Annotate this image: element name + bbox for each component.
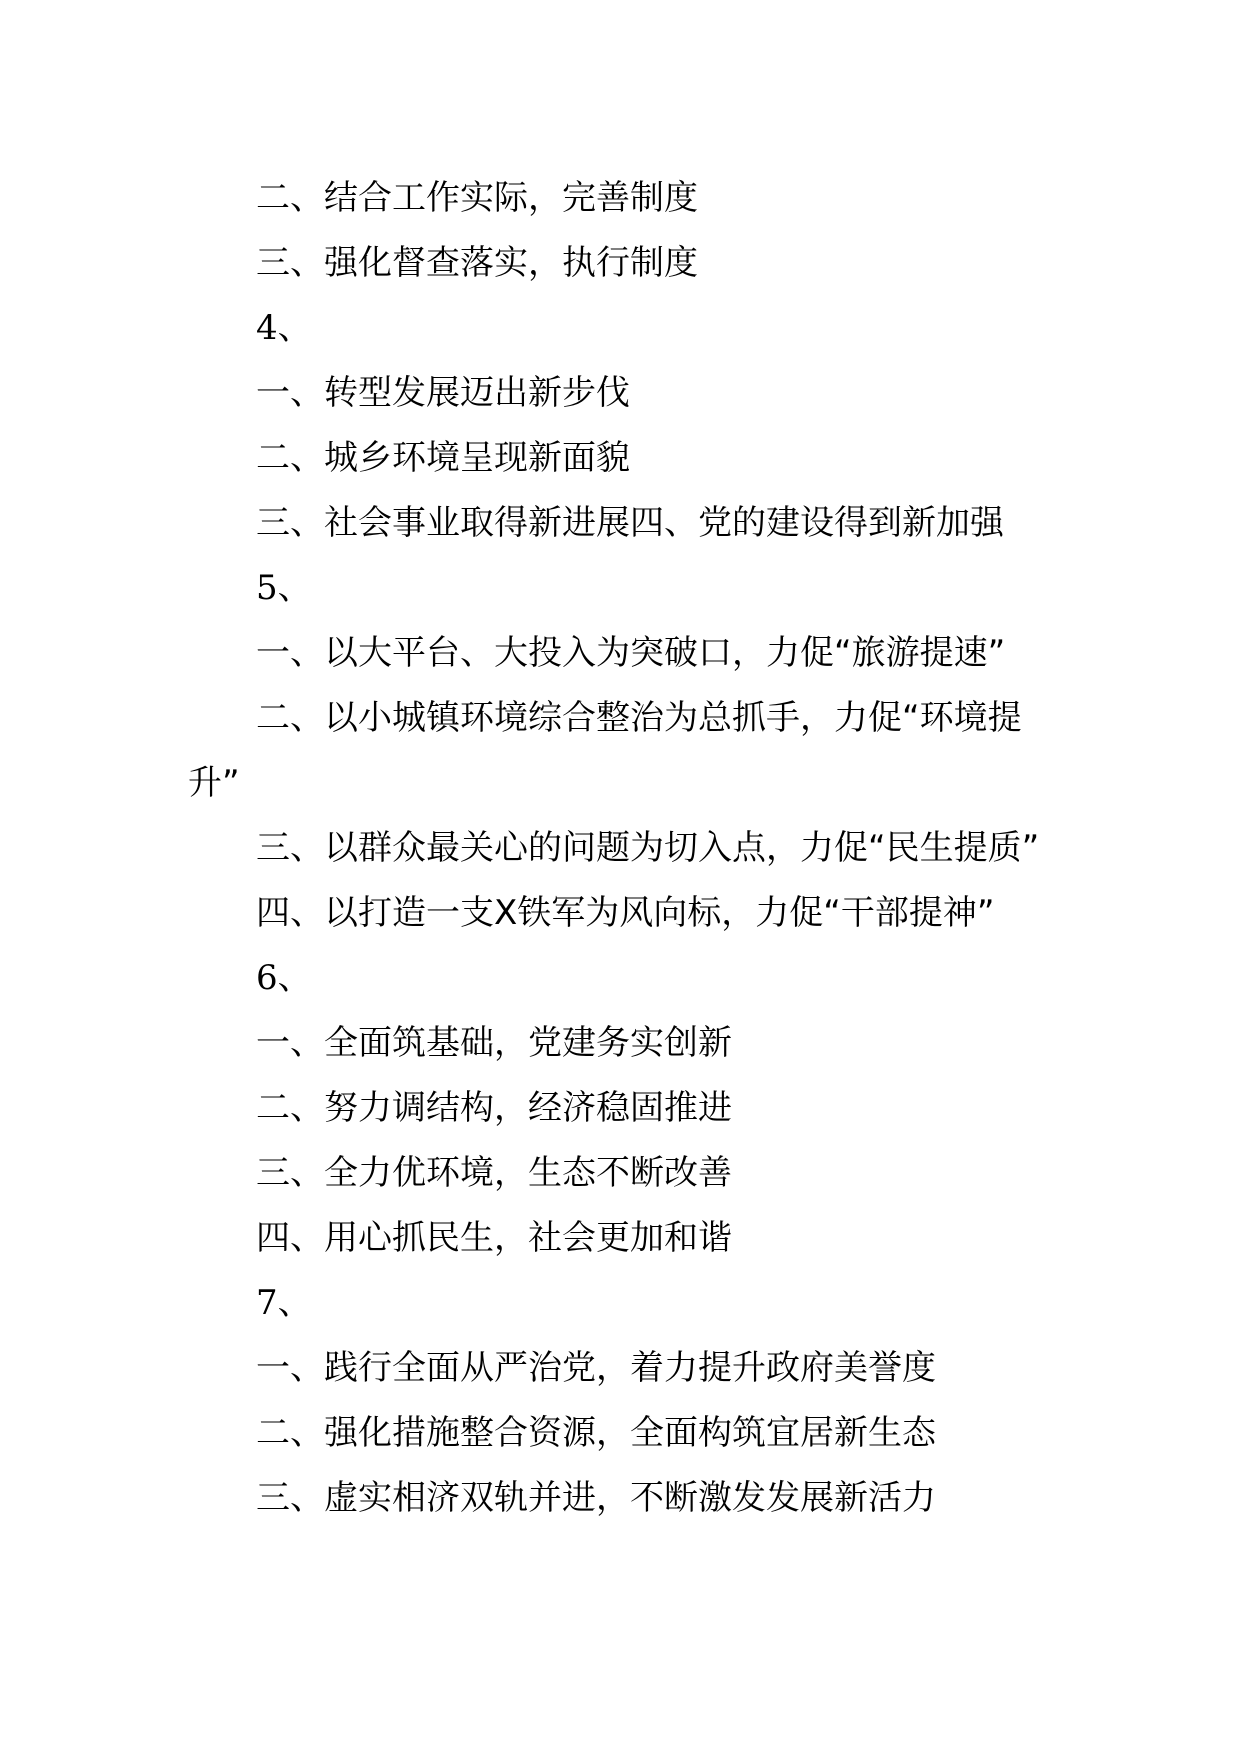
outline-item: 一、以大平台、大投入为突破口，力促“旅游提速”: [256, 633, 1006, 673]
outline-item: 一、全面筑基础，党建务实创新: [256, 1023, 732, 1063]
outline-item: 四、用心抓民生，社会更加和谐: [256, 1218, 732, 1258]
outline-item: 三、全力优环境，生态不断改善: [256, 1153, 732, 1193]
outline-item: 三、社会事业取得新进展四、党的建设得到新加强: [256, 503, 1004, 543]
outline-item: 二、努力调结构，经济稳固推进: [256, 1088, 732, 1128]
document-body: [188, 166, 1068, 1531]
section-number: 5、: [256, 568, 312, 608]
section-number: 6、: [256, 958, 312, 998]
outline-item: 三、虚实相济双轨并进，不断激发发展新活力: [256, 1478, 936, 1518]
outline-item: 二、城乡环境呈现新面貌: [256, 438, 630, 478]
outline-item: 一、践行全面从严治党，着力提升政府美誉度: [256, 1348, 936, 1388]
section-number: 7、: [256, 1283, 312, 1323]
outline-item: 三、以群众最关心的问题为切入点，力促“民生提质”: [256, 828, 1040, 868]
outline-item: 二、强化措施整合资源，全面构筑宜居新生态: [256, 1413, 936, 1453]
section-number: 4、: [256, 308, 312, 348]
outline-item: 三、强化督查落实，执行制度: [256, 243, 698, 283]
outline-item: 二、结合工作实际，完善制度: [256, 178, 698, 218]
outline-item: 四、以打造一支X铁军为风向标，力促“干部提神”: [256, 893, 995, 933]
outline-item: 一、转型发展迈出新步伐: [256, 373, 630, 413]
outline-item: 二、以小城镇环境综合整治为总抓手，力促“环境提升”: [188, 698, 1022, 803]
